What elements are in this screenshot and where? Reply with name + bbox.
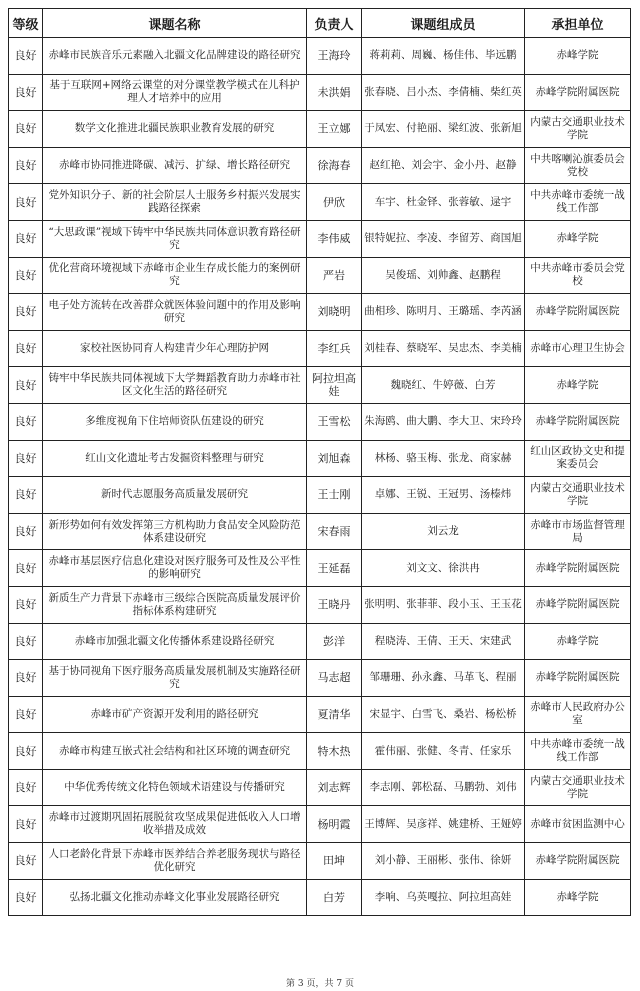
unit-cell: 赤峰市人民政府办公室 — [525, 696, 631, 733]
members-cell: 赵红艳、刘会宇、金小丹、赵静 — [362, 147, 525, 184]
unit-cell: 赤峰学院附属医院 — [525, 74, 631, 111]
unit-cell: 赤峰学院附属医院 — [525, 586, 631, 623]
title-cell: 基于协同视角下医疗服务高质量发展机制及实施路径研究 — [43, 660, 307, 697]
title-cell: 铸牢中华民族共同体视域下大学舞蹈教育助力赤峰市社区文化生活的路径研究 — [43, 367, 307, 404]
table-row — [9, 733, 631, 770]
unit-cell: 中共赤峰市委统一战线工作部 — [525, 184, 631, 221]
table-header-row — [9, 9, 631, 38]
unit-cell: 赤峰学院附属医院 — [525, 550, 631, 587]
lead-cell: 王士刚 — [307, 477, 362, 514]
projects-table — [8, 8, 631, 916]
table-row — [9, 74, 631, 111]
members-cell: 霍伟丽、张健、冬青、任家乐 — [362, 733, 525, 770]
members-cell: 蒋莉莉、周巍、杨佳伟、毕远鹏 — [362, 38, 525, 75]
title-cell: 家校社医协同育人构建青少年心理防护网 — [43, 330, 307, 367]
header-title: 课题名称 — [43, 9, 307, 38]
grade-cell: 良好 — [9, 660, 43, 697]
lead-cell: 夏清华 — [307, 696, 362, 733]
table-row — [9, 330, 631, 367]
grade-cell: 良好 — [9, 696, 43, 733]
title-cell: 党外知识分子、新的社会阶层人士服务乡村振兴发展实践路径探索 — [43, 184, 307, 221]
lead-cell: 杨明霞 — [307, 806, 362, 843]
table-row — [9, 843, 631, 880]
title-cell: 红山文化遗址考古发掘资料整理与研究 — [43, 440, 307, 477]
lead-cell: 彭洋 — [307, 623, 362, 660]
grade-cell: 良好 — [9, 513, 43, 550]
lead-cell: 刘志辉 — [307, 769, 362, 806]
table-row — [9, 111, 631, 148]
members-cell: 林杨、骆玉梅、张龙、商家赫 — [362, 440, 525, 477]
title-cell: 赤峰市矿产资源开发利用的路径研究 — [43, 696, 307, 733]
unit-cell: 内蒙古交通职业技术学院 — [525, 111, 631, 148]
members-cell: 于凤宏、付艳丽、梁红波、张新旭 — [362, 111, 525, 148]
unit-cell: 中共赤峰市委统一战线工作部 — [525, 733, 631, 770]
table-row — [9, 696, 631, 733]
lead-cell: 白芳 — [307, 879, 362, 916]
grade-cell: 良好 — [9, 843, 43, 880]
lead-cell: 王海玲 — [307, 38, 362, 75]
grade-cell: 良好 — [9, 769, 43, 806]
title-cell: 多维度视角下住培师资队伍建设的研究 — [43, 403, 307, 440]
lead-cell: 王晓丹 — [307, 586, 362, 623]
title-cell: 赤峰市过渡期巩固拓展脱贫攻坚成果促进低收入人口增收举措及成效 — [43, 806, 307, 843]
grade-cell: 良好 — [9, 550, 43, 587]
unit-cell: 红山区政协文史和提案委员会 — [525, 440, 631, 477]
members-cell: 刘文文、徐洪冉 — [362, 550, 525, 587]
header-lead: 负责人 — [307, 9, 362, 38]
grade-cell: 良好 — [9, 440, 43, 477]
unit-cell: 赤峰学院附属医院 — [525, 403, 631, 440]
lead-cell: 王雪松 — [307, 403, 362, 440]
table-row — [9, 623, 631, 660]
members-cell: 车宇、杜金铎、张蓉敏、逯宇 — [362, 184, 525, 221]
lead-cell: 田坤 — [307, 843, 362, 880]
header-members: 课题组成员 — [362, 9, 525, 38]
grade-cell: 良好 — [9, 38, 43, 75]
title-cell: 赤峰市协同推进降碳、减污、扩绿、增长路径研究 — [43, 147, 307, 184]
lead-cell: 伊欣 — [307, 184, 362, 221]
members-cell: 刘小静、王丽彬、张伟、徐妍 — [362, 843, 525, 880]
grade-cell: 良好 — [9, 257, 43, 294]
lead-cell: 李伟威 — [307, 220, 362, 257]
title-cell: 数学文化推进北疆民族职业教育发展的研究 — [43, 111, 307, 148]
lead-cell: 马志超 — [307, 660, 362, 697]
lead-cell: 刘旭森 — [307, 440, 362, 477]
grade-cell: 良好 — [9, 147, 43, 184]
table-row — [9, 586, 631, 623]
members-cell: 张春晓、吕小杰、李倩楠、柴红英 — [362, 74, 525, 111]
table-row — [9, 257, 631, 294]
table-row — [9, 769, 631, 806]
table-row — [9, 513, 631, 550]
table-row — [9, 403, 631, 440]
unit-cell: 赤峰学院附属医院 — [525, 294, 631, 331]
table-row — [9, 440, 631, 477]
table-row — [9, 660, 631, 697]
grade-cell: 良好 — [9, 330, 43, 367]
unit-cell: 赤峰学院 — [525, 367, 631, 404]
table-row — [9, 550, 631, 587]
title-cell: 中华优秀传统文化特色领域术语建设与传播研究 — [43, 769, 307, 806]
grade-cell: 良好 — [9, 184, 43, 221]
unit-cell: 内蒙古交通职业技术学院 — [525, 477, 631, 514]
members-cell: 朱海鸥、曲大鹏、李大卫、宋玲玲 — [362, 403, 525, 440]
unit-cell: 赤峰学院 — [525, 220, 631, 257]
unit-cell: 赤峰市贫困监测中心 — [525, 806, 631, 843]
grade-cell: 良好 — [9, 367, 43, 404]
title-cell: 赤峰市基层医疗信息化建设对医疗服务可及性及公平性的影响研究 — [43, 550, 307, 587]
members-cell: 王博辉、吴彦祥、姚建桥、王娅婷 — [362, 806, 525, 843]
members-cell: 吴俊瑶、刘帅鑫、赵鹏程 — [362, 257, 525, 294]
members-cell: 刘云龙 — [362, 513, 525, 550]
title-cell: 电子处方流转在改善群众就医体验问题中的作用及影响研究 — [43, 294, 307, 331]
table-row — [9, 220, 631, 257]
members-cell: 魏晓红、牛婷薇、白芳 — [362, 367, 525, 404]
grade-cell: 良好 — [9, 477, 43, 514]
title-cell: 弘扬北疆文化推动赤峰文化事业发展路径研究 — [43, 879, 307, 916]
title-cell: “大思政课”视域下铸牢中华民族共同体意识教育路径研究 — [43, 220, 307, 257]
grade-cell: 良好 — [9, 879, 43, 916]
members-cell: 李响、乌英嘎拉、阿拉坦高娃 — [362, 879, 525, 916]
unit-cell: 中共喀喇沁旗委员会党校 — [525, 147, 631, 184]
grade-cell: 良好 — [9, 586, 43, 623]
header-unit: 承担单位 — [525, 9, 631, 38]
unit-cell: 赤峰市市场监督管理局 — [525, 513, 631, 550]
table-row — [9, 806, 631, 843]
page-number: 第 3 页，共 7 页 — [286, 979, 354, 989]
lead-cell: 宋春雨 — [307, 513, 362, 550]
title-cell: 赤峰市构建互嵌式社会结构和社区环境的调查研究 — [43, 733, 307, 770]
unit-cell: 中共赤峰市委员会党校 — [525, 257, 631, 294]
table-row — [9, 184, 631, 221]
title-cell: 赤峰市加强北疆文化传播体系建设路径研究 — [43, 623, 307, 660]
title-cell: 新质生产力背景下赤峰市三级综合医院高质量发展评价指标体系构建研究 — [43, 586, 307, 623]
lead-cell: 未洪娟 — [307, 74, 362, 111]
title-cell: 新形势如何有效发挥第三方机构助力食品安全风险防范体系建设研究 — [43, 513, 307, 550]
title-cell: 新时代志愿服务高质量发展研究 — [43, 477, 307, 514]
lead-cell: 李红兵 — [307, 330, 362, 367]
members-cell: 宋显宇、白雪飞、桑岩、杨松桥 — [362, 696, 525, 733]
unit-cell: 赤峰学院附属医院 — [525, 660, 631, 697]
lead-cell: 严岩 — [307, 257, 362, 294]
table-row — [9, 367, 631, 404]
members-cell: 张明明、张菲菲、段小玉、王玉花 — [362, 586, 525, 623]
table-row — [9, 38, 631, 75]
grade-cell: 良好 — [9, 294, 43, 331]
lead-cell: 阿拉坦高娃 — [307, 367, 362, 404]
grade-cell: 良好 — [9, 733, 43, 770]
grade-cell: 良好 — [9, 806, 43, 843]
unit-cell: 赤峰学院 — [525, 623, 631, 660]
grade-cell: 良好 — [9, 403, 43, 440]
lead-cell: 徐海春 — [307, 147, 362, 184]
title-cell: 赤峰市民族音乐元素融入北疆文化品牌建设的路径研究 — [43, 38, 307, 75]
unit-cell: 内蒙古交通职业技术学院 — [525, 769, 631, 806]
unit-cell: 赤峰市心理卫生协会 — [525, 330, 631, 367]
members-cell: 曲相珍、陈明月、王璐瑶、李芮涵 — [362, 294, 525, 331]
grade-cell: 良好 — [9, 111, 43, 148]
members-cell: 邹珊珊、孙永鑫、马革飞、程丽 — [362, 660, 525, 697]
members-cell: 卓娜、王锐、王冠男、汤榛炜 — [362, 477, 525, 514]
members-cell: 银特妮拉、李凌、李留芳、商国旭 — [362, 220, 525, 257]
lead-cell: 特木热 — [307, 733, 362, 770]
members-cell: 程晓涛、王倩、王天、宋建武 — [362, 623, 525, 660]
title-cell: 人口老龄化背景下赤峰市医养结合养老服务现状与路径优化研究 — [43, 843, 307, 880]
lead-cell: 王立娜 — [307, 111, 362, 148]
grade-cell: 良好 — [9, 220, 43, 257]
unit-cell: 赤峰学院附属医院 — [525, 843, 631, 880]
lead-cell: 王延磊 — [307, 550, 362, 587]
header-grade: 等级 — [9, 9, 43, 38]
unit-cell: 赤峰学院 — [525, 879, 631, 916]
title-cell: 优化营商环境视域下赤峰市企业生存成长能力的案例研究 — [43, 257, 307, 294]
table-row — [9, 879, 631, 916]
table-row — [9, 477, 631, 514]
title-cell: 基于互联网+网络云课堂的对分课堂教学模式在儿科护理人才培养中的应用 — [43, 74, 307, 111]
unit-cell: 赤峰学院 — [525, 38, 631, 75]
members-cell: 刘桂春、蔡晓军、吴忠杰、李美楠 — [362, 330, 525, 367]
grade-cell: 良好 — [9, 74, 43, 111]
table-row — [9, 294, 631, 331]
lead-cell: 刘晓明 — [307, 294, 362, 331]
table-row — [9, 147, 631, 184]
grade-cell: 良好 — [9, 623, 43, 660]
members-cell: 李志刚、郭松磊、马鹏勃、刘伟 — [362, 769, 525, 806]
